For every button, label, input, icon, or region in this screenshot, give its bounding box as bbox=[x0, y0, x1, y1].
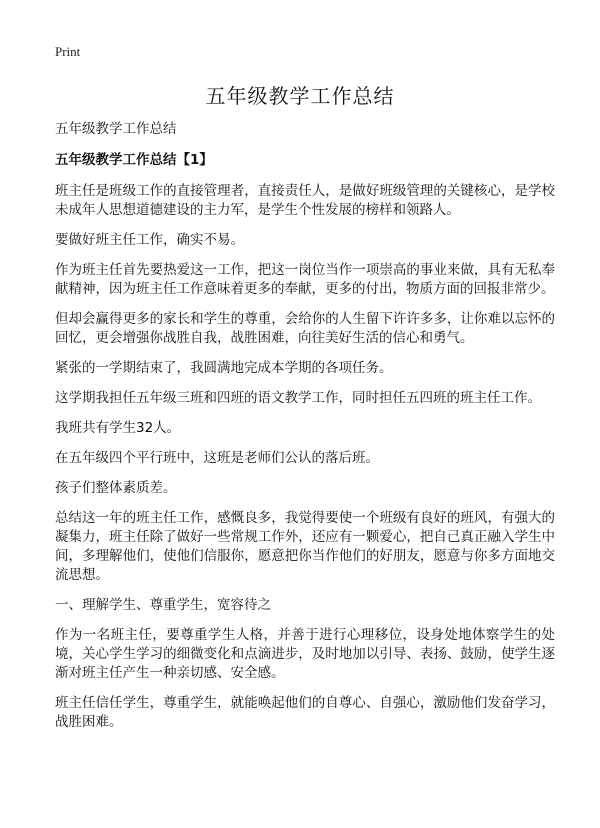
document-subtitle: 五年级教学工作总结 bbox=[55, 121, 177, 137]
section-heading: 五年级教学工作总结【1】 bbox=[55, 152, 213, 168]
print-label: Print bbox=[55, 44, 81, 59]
subsection-heading: 一、理解学生、尊重学生，宽容待之 bbox=[55, 597, 271, 613]
paragraph: 孩子们整体素质差。 bbox=[55, 480, 177, 496]
paragraph: 班主任信任学生，尊重学生，就能唤起他们的自尊心、自强心，激励他们发奋学习，战胜困难。 bbox=[55, 695, 555, 730]
paragraph: 在五年级四个平行班中，这班是老师们公认的落后班。 bbox=[55, 450, 379, 466]
paragraph: 这学期我担任五年级三班和四班的语文教学工作，同时担任五四班的班主任工作。 bbox=[55, 390, 541, 406]
paragraph: 要做好班主任工作，确实不易。 bbox=[55, 232, 244, 248]
paragraph: 作为一名班主任，要尊重学生人格，并善于进行心理移位，设身处地体察学生的处境，关心学生学习的细微变化和点滴进步，及时地加以引导、表扬、鼓励，使学生逐渐对班主任产生一种亲切感、安全感。 bbox=[55, 627, 555, 681]
paragraph: 紧张的一学期结束了，我圆满地完成本学期的各项任务。 bbox=[55, 360, 393, 376]
paragraph: 作为班主任首先要热爱这一工作，把这一岗位当作一项崇高的事业来做，具有无私奉献精神，因为班主任工作意味着更多的奉献，更多的付出，物质方面的回报非常少。 bbox=[55, 262, 555, 297]
paragraph: 我班共有学生32人。 bbox=[55, 420, 181, 436]
document-body bbox=[55, 120, 555, 743]
paragraph: 但却会赢得更多的家长和学生的尊重，会给你的人生留下许许多多，让你难以忘怀的回忆，更会增强你战胜自我，战胜困难，向往美好生活的信心和勇气。 bbox=[55, 311, 555, 346]
paragraph: 班主任是班级工作的直接管理者，直接责任人，是做好班级管理的关键核心，是学校未成年人思想道德建设的主力军，是学生个性发展的榜样和领路人。 bbox=[55, 183, 555, 218]
document-title: 五年级教学工作总结 bbox=[205, 84, 395, 108]
paragraph: 总结这一年的班主任工作，感慨良多，我觉得要使一个班级有良好的班风，有强大的凝集力，班主任除了做好一些常规工作外，还应有一颗爱心，把自己真正融入学生中间，多理解他们，使他们信服你，愿意把你当作他们的好朋友，愿意与你多方面地交流思想。 bbox=[55, 510, 555, 583]
